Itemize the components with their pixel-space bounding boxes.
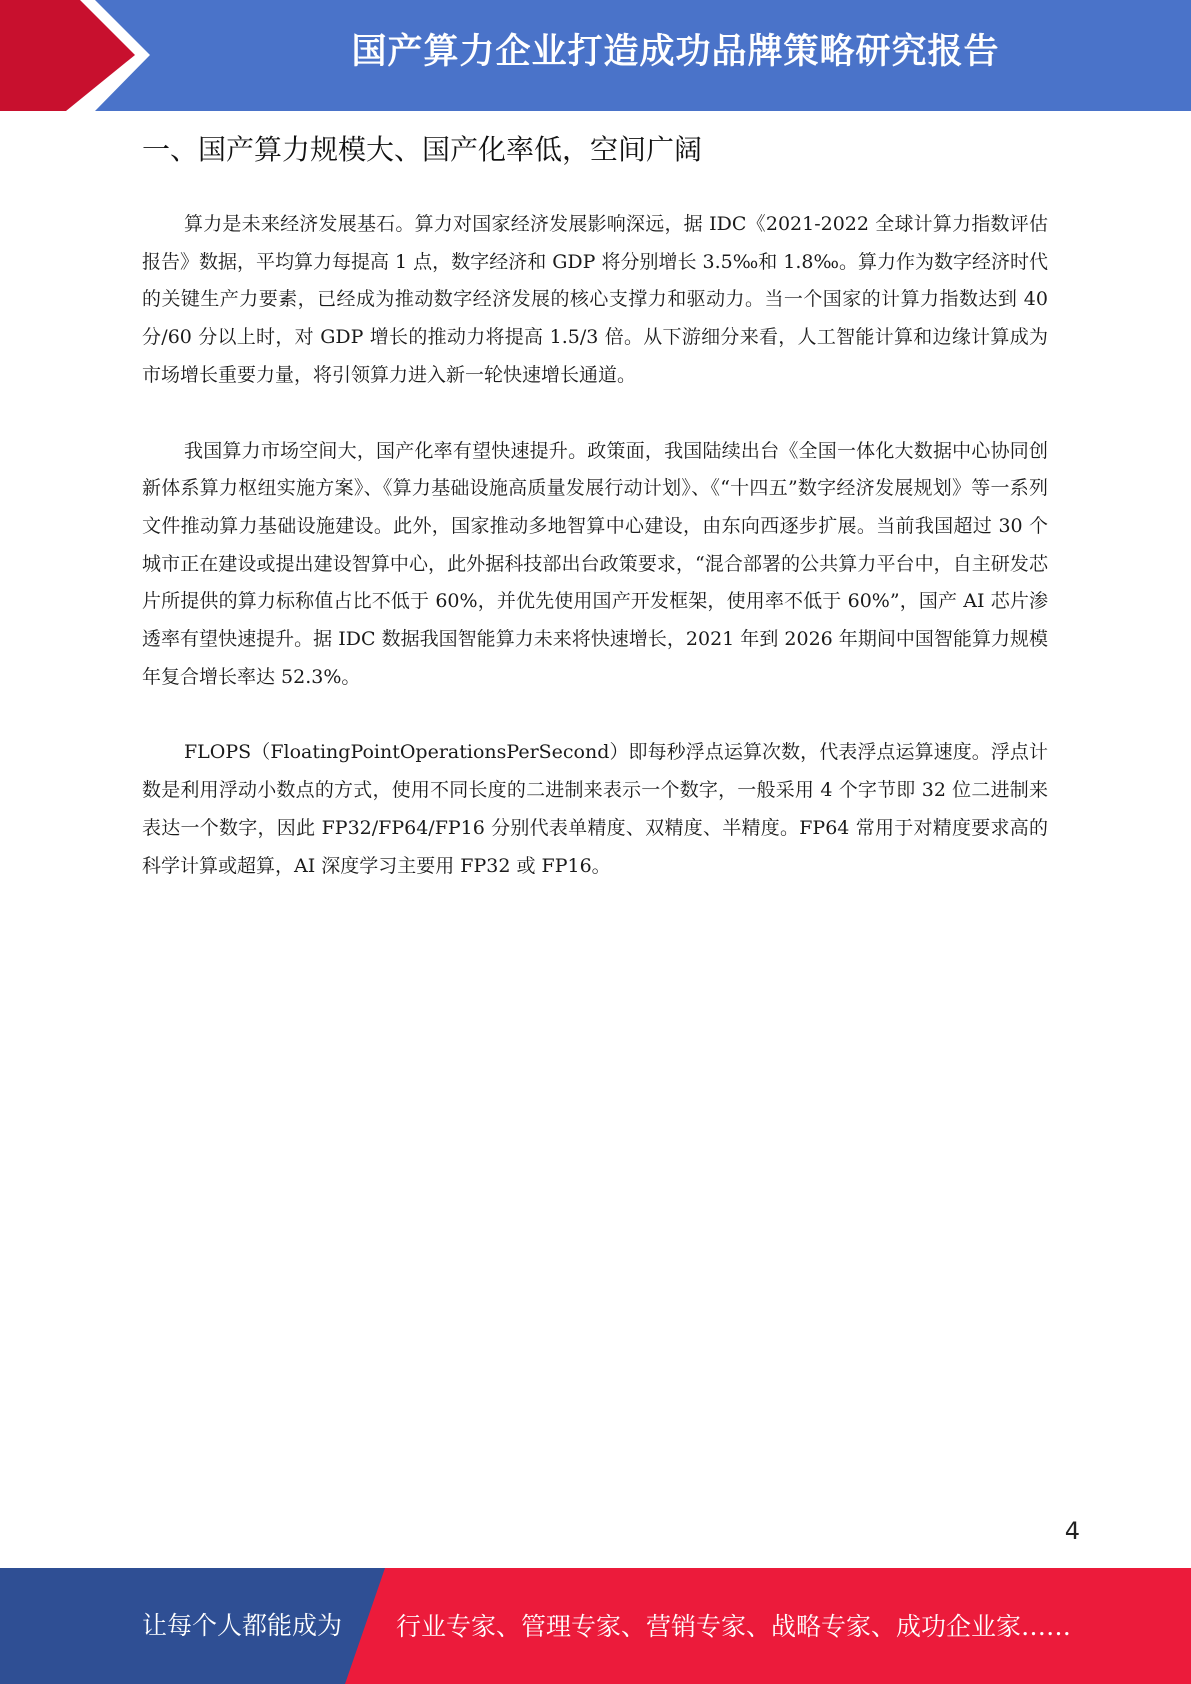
page-number: 4 (1064, 1517, 1080, 1545)
red-arrow-shape (0, 0, 150, 111)
body-content (142, 206, 1048, 923)
footer-slogan-right: 行业专家、管理专家、营销专家、战略专家、成功企业家…… (396, 1612, 1072, 1641)
footer-banner (0, 1568, 1191, 1684)
paragraph-3: FLOPS（FloatingPointOperationsPerSecond）即每秒浮点运算次数，代表浮点运算速度。浮点计数是利用浮动小数点的方式，使用不同长度的二进制来表示一个数字，一般采用 4 个字节即 32 位二进制来表达一个数字，因此 FP32/FP64/FP16 分别代表单精度、双精度、半精度。FP64 常用于对精度要求高的科学计算或超算，AI 深度学习主要用 FP32 或 FP16。 (142, 741, 1048, 877)
header-banner (0, 0, 1191, 111)
paragraph-2: 我国算力市场空间大，国产化率有望快速提升。政策面，我国陆续出台《全国一体化大数据中心协同创新体系算力枢纽实施方案》、《算力基础设施高质量发展行动计划》、《“十四五”数字经济发展规划》等一系列文件推动算力基础设施建设。此外，国家推动多地智算中心建设，由东向西逐步扩展。当前我国超过 30 个城市正在建设或提出建设智算中心，此外据科技部出台政策要求，“混合部署的公共算力平台中，自主研发芯片所提供的算力标称值占比不低于 60%，并优先使用国产开发框架，使用率不低于 60%”，国产 AI 芯片渗透率有望快速提升。据 IDC 数据我国智能算力未来将快速增长，2021 年到 2026 年期间中国智能算力规模年复合增长率达 52.3%。 (142, 439, 1048, 688)
paragraph-1: 算力是未来经济发展基石。算力对国家经济发展影响深远，据 IDC《2021-2022 全球计算力指数评估报告》数据，平均算力每提高 1 点，数字经济和 GDP 将分别增长 3.5‰和 1.8‰。算力作为数字经济时代的关键生产力要素，已经成为推动数字经济发展的核心支撑力和驱动力。当一个国家的计算力指数达到 40 分/60 分以上时，对 GDP 增长的推动力将提高 1.5/3 倍。从下游细分来看，人工智能计算和边缘计算成为市场增长重要力量，将引领算力进入新一轮快速增长通道。 (142, 213, 1048, 386)
footer-slogan-left: 让每个人都能成为 (142, 1611, 343, 1640)
report-title: 国产算力企业打造成功品牌策略研究报告 (351, 32, 1000, 72)
section-heading: 一、国产算力规模大、国产化率低，空间广阔 (142, 133, 703, 166)
